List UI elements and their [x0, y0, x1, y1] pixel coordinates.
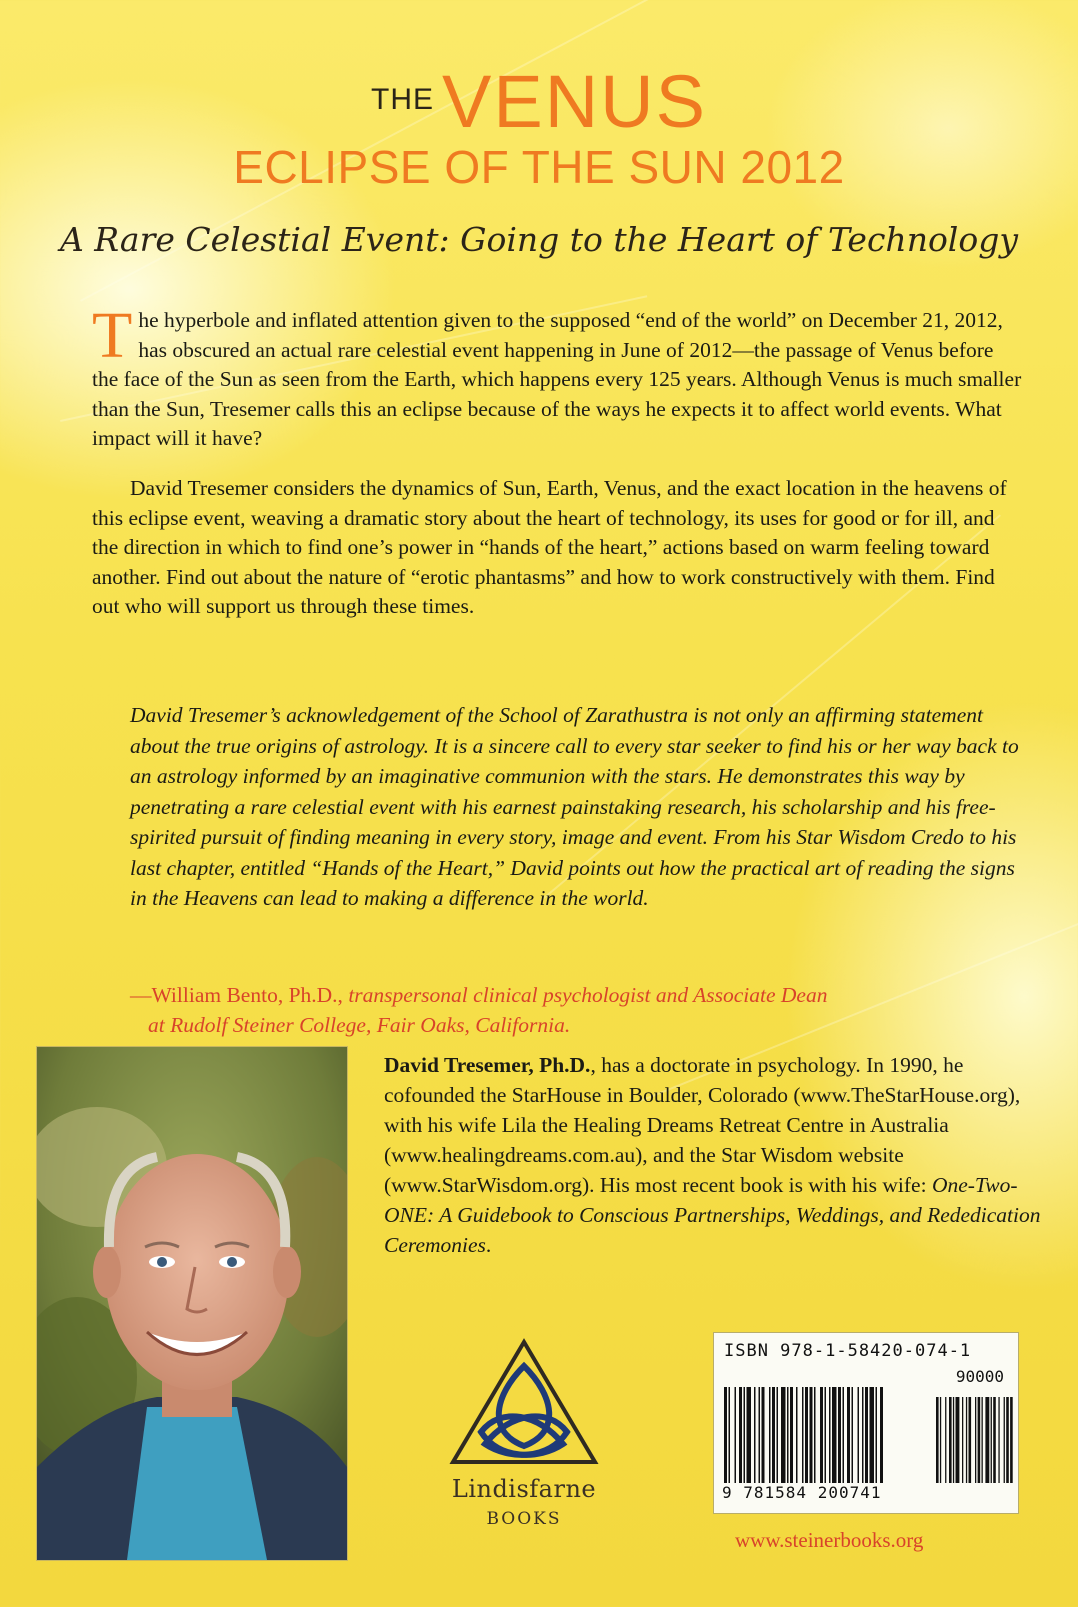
barcode-bar: [777, 1387, 779, 1483]
barcode-bar: [814, 1387, 816, 1483]
barcode-bar: [962, 1397, 963, 1483]
barcode-bar: [975, 1397, 976, 1483]
barcode-bar: [759, 1387, 761, 1483]
barcode-bar: [825, 1387, 827, 1483]
author-photo: [36, 1046, 348, 1561]
author-bio-end: .: [485, 1233, 492, 1257]
barcode-bar: [985, 1397, 989, 1483]
barcode-bar: [993, 1397, 996, 1483]
barcode-bar: [796, 1387, 798, 1483]
book-subtitle: A Rare Celestial Event: Going to the Heart of Technology: [59, 220, 1018, 259]
barcode-bar: [966, 1397, 967, 1483]
price-code: 90000: [955, 1367, 1004, 1386]
barcode-bar: [862, 1387, 864, 1483]
barcode-bar: [969, 1397, 972, 1483]
endorsement-role-1: transpersonal clinical psychologist and Associate Dean: [348, 983, 828, 1007]
barcode-bar: [843, 1387, 845, 1483]
barcode-bar: [832, 1387, 837, 1483]
barcode-bar: [810, 1387, 813, 1483]
publisher-name: Lindisfarne: [451, 1475, 597, 1503]
barcode-bar: [978, 1397, 981, 1483]
barcode-bar: [876, 1387, 878, 1483]
triquetra-icon: [449, 1336, 599, 1466]
barcode-bar: [956, 1397, 960, 1483]
barcode-bar: [936, 1397, 939, 1483]
isbn-text: ISBN 978-1-58420-074-1: [724, 1341, 972, 1361]
barcode-bar: [998, 1397, 999, 1483]
barcode-bar: [820, 1387, 823, 1483]
barcode-bar: [735, 1387, 737, 1483]
barcode-bar: [781, 1387, 786, 1483]
barcode-bar: [847, 1387, 850, 1483]
barcode-bar: [805, 1387, 808, 1483]
barcode-bar: [940, 1397, 941, 1483]
title-eclipse: ECLIPSE OF THE SUN 2012: [233, 141, 845, 193]
barcode-bar: [724, 1387, 727, 1483]
barcode-bar: [747, 1387, 752, 1483]
barcode-bar: [953, 1397, 954, 1483]
endorsement-author: —William Bento, Ph.D.,: [130, 983, 343, 1007]
barcode-bar: [829, 1387, 831, 1483]
description-paragraph-1: [92, 299, 1022, 454]
barcode-bar: [744, 1387, 746, 1483]
barcode-bar: [880, 1387, 883, 1483]
barcode-bar: [790, 1387, 793, 1483]
author-bio-text: , has a doctorate in psychology. In 1990, he cofounded the StarHouse in Boulder, Colorado (www.TheStarHouse.org), with his wife Lila the Healing Dreams Retreat Centre in Australia (www.healingdreams.com.au), and the Star Wisdom website (www.StarWisdom.org). His most recent book is with his wife:: [384, 1053, 1021, 1197]
barcode-bar: [1004, 1397, 1005, 1483]
endorsement-role-2: at Rudolf Steiner College, Fair Oaks, California.: [148, 1013, 571, 1037]
barcode-bar: [982, 1397, 983, 1483]
barcode: [713, 1332, 1019, 1514]
barcode-bar: [852, 1387, 854, 1483]
ean-number: 9 781584 200741: [722, 1483, 882, 1502]
barcode-bars: [724, 1387, 1014, 1483]
barcode-bar: [772, 1387, 775, 1483]
barcode-bar: [858, 1387, 860, 1483]
endorsement-quote: David Tresemer’s acknowledgement of the School of Zarathustra is not only an affirming statement about the true origins of astrology. It is a sincere call to every star seeker to find his or her way back to an astrology informed by an imaginative communion with the stars. He demonstrates this way by penetrating a rare celestial event with his earnest painstaking research, his scholarship and his free-spirited pursuit of finding meaning in every story, image and event. From his Star Wisdom Credo to his last chapter, entitled “Hands of the Heart,” David points out how the practical art of reading the signs in the Heavens can lead to making a difference in the world.: [130, 703, 1019, 910]
barcode-bar: [838, 1387, 841, 1483]
publisher-books: BOOKS: [486, 1509, 562, 1529]
barcode-bar: [1006, 1397, 1009, 1483]
title-the: THE: [371, 83, 435, 116]
author-book-title: One-Two-ONE: A Guidebook to Conscious Partnerships, Weddings, and Rededication Ceremonies: [384, 1173, 1041, 1257]
barcode-bar: [787, 1387, 789, 1483]
barcode-bar: [870, 1387, 875, 1483]
barcode-bar: [802, 1387, 804, 1483]
barcode-bar: [739, 1387, 742, 1483]
author-bio: [384, 1050, 1044, 1260]
endorsement-attribution: [130, 980, 1020, 1040]
barcode-bar: [865, 1387, 868, 1483]
barcode-bar: [729, 1387, 731, 1483]
barcode-bar: [754, 1387, 756, 1483]
barcode-bar: [762, 1387, 765, 1483]
barcode-bar: [945, 1397, 946, 1483]
barcode-bar: [949, 1397, 952, 1483]
description-paragraph-1-text: he hyperbole and inflated attention given to the supposed “end of the world” on December 21, 2012, has obscured an actual rare celestial event happening in June of 2012—the passage of Venus before the face of the Sun as seen from the Earth, which happens every 125 years. Although Venus is much smaller than the Sun, Tresemer calls this an eclipse because of the ways he expects it to affect world events. What impact will it have?: [92, 308, 1022, 450]
description-paragraph-2: David Tresemer considers the dynamics of Sun, Earth, Venus, and the exact location in the heavens of this eclipse event, weaving a dramatic story about the heart of technology, its uses for good or for ill, and the direction in which to find one’s power in “hands of the heart,” actions based on warm feeling toward another. Find out about the nature of “erotic phantasms” and how to work constructively with them. Find out who will support us through these times.: [92, 476, 1007, 618]
barcode-bar: [1010, 1397, 1013, 1483]
barcode-bar: [769, 1387, 771, 1483]
author-name: David Tresemer, Ph.D.: [384, 1053, 591, 1077]
book-title: [0, 62, 1078, 194]
publisher-logo: [424, 1336, 624, 1529]
drop-cap: T: [92, 299, 133, 372]
title-venus: VENUS: [442, 60, 707, 143]
publisher-website: www.steinerbooks.org: [735, 1528, 924, 1552]
barcode-bar: [991, 1397, 992, 1483]
